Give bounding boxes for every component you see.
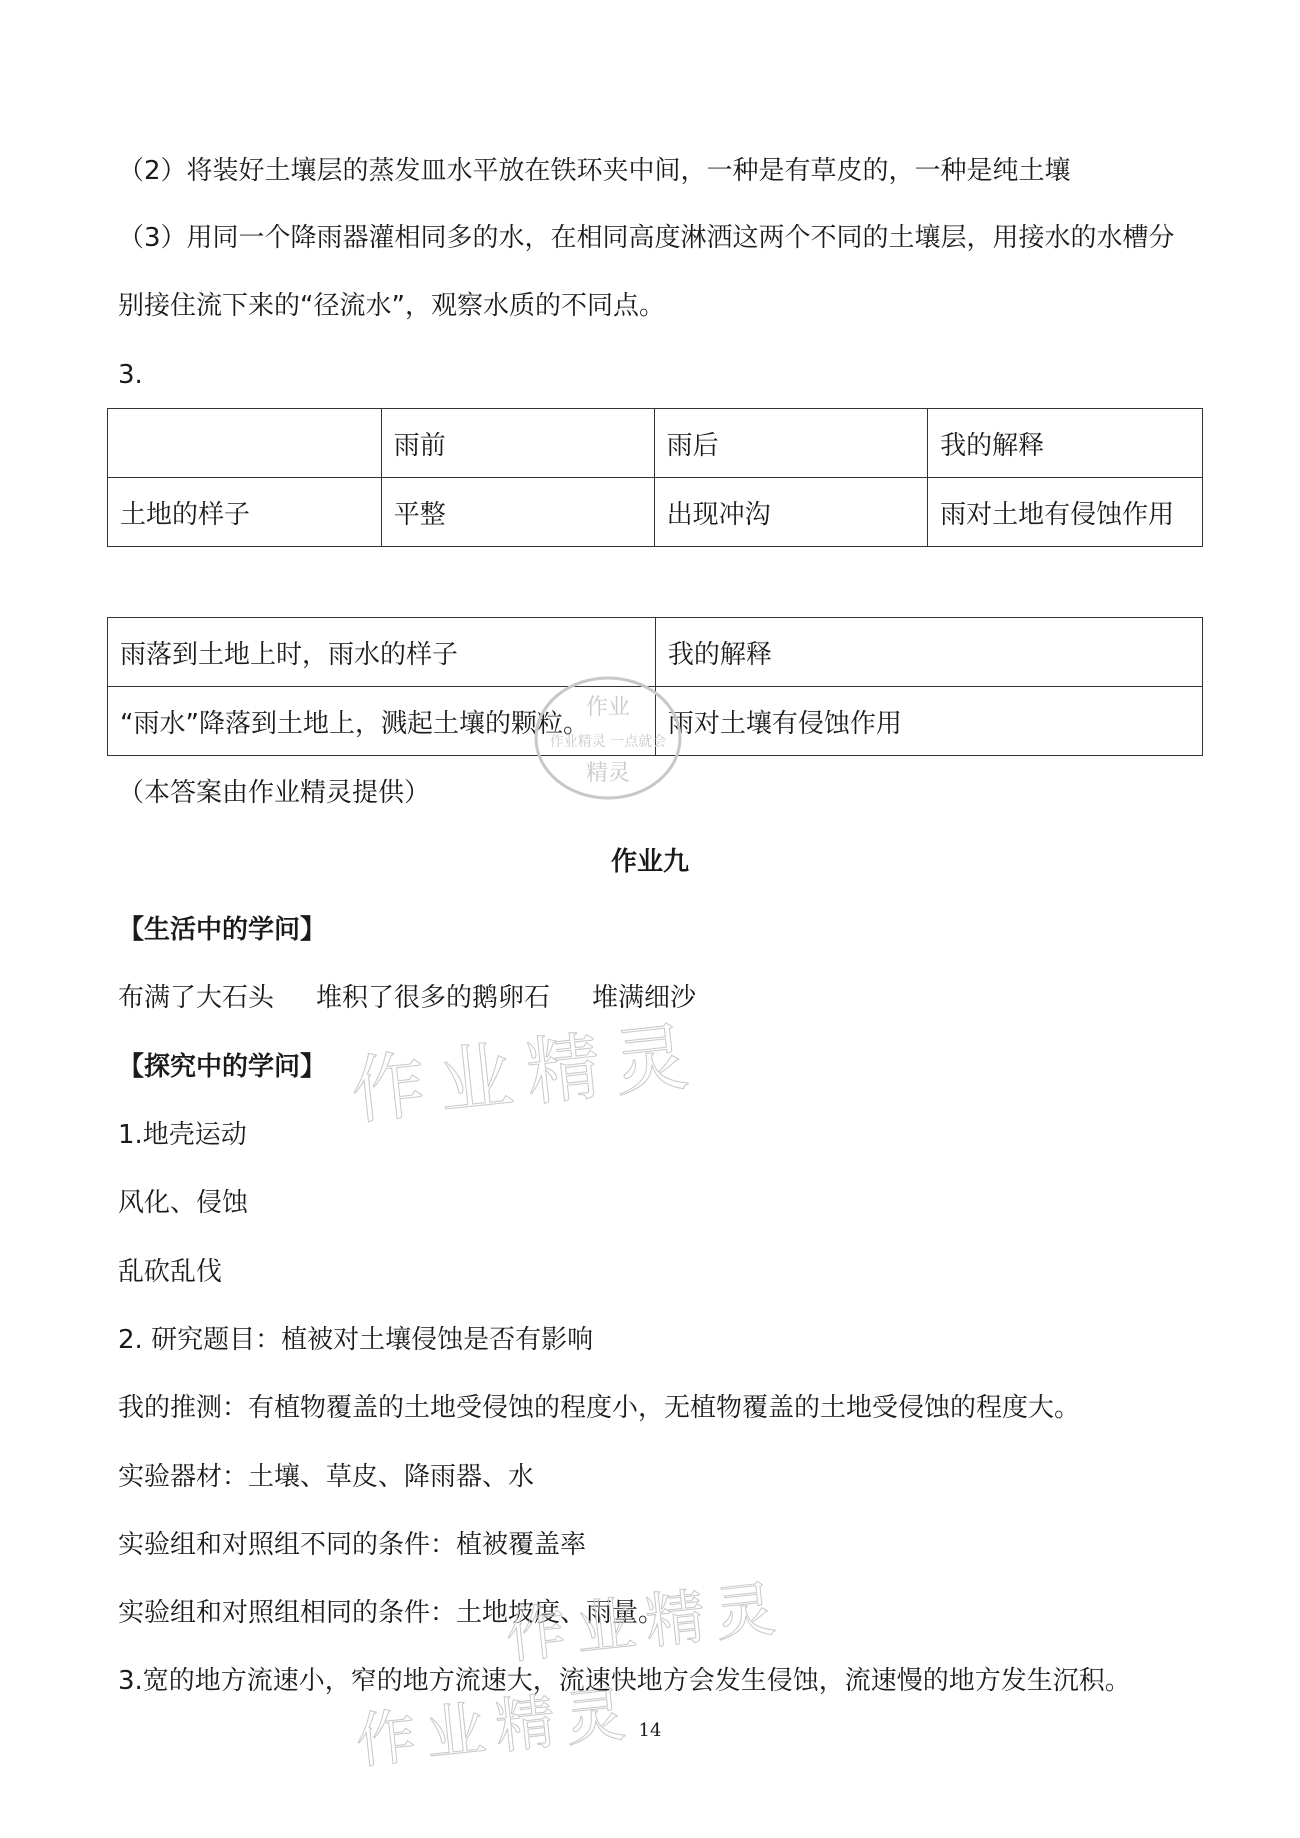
table-row xyxy=(108,687,1203,756)
q2-materials: 实验器材：土壤、草皮、降雨器、水 xyxy=(118,1462,535,1492)
table-row xyxy=(108,409,1203,478)
life-answer-b: 堆积了很多的鹅卵石 xyxy=(316,983,551,1013)
table-cell: 平整 xyxy=(381,478,654,547)
q1-answer-c: 乱砍乱伐 xyxy=(118,1257,223,1287)
table-cell: 雨对土壤有侵蚀作用 xyxy=(655,687,1202,756)
table-row xyxy=(108,618,1203,687)
life-heading: 【生活中的学问】 xyxy=(118,915,327,945)
q1-answer-a: 1.地壳运动 xyxy=(118,1120,247,1150)
bottom-watermark-2: 作业精灵 xyxy=(352,1678,639,1778)
bottom-watermark-1: 作业精灵 xyxy=(502,1573,789,1673)
life-answer-a: 布满了大石头 xyxy=(118,983,275,1013)
table-cell: 雨落到土地上时，雨水的样子 xyxy=(108,618,656,687)
step-3-text-line1: （3）用同一个降雨器灌相同多的水，在相同高度淋洒这两个不同的土壤层，用接水的水槽分 xyxy=(118,223,1175,253)
table-cell: 土地的样子 xyxy=(108,478,382,547)
rain-effect-table xyxy=(107,408,1203,547)
q2-topic: 2. 研究题目：植被对土壤侵蚀是否有影响 xyxy=(118,1325,594,1355)
item-3-label: 3. xyxy=(118,360,143,390)
q3-answer: 3.宽的地方流速小，窄的地方流速大，流速快地方会发生侵蚀，流速慢的地方发生沉积。 xyxy=(118,1666,1131,1696)
large-watermark: 作业精灵 xyxy=(347,1012,707,1136)
table-cell xyxy=(108,409,382,478)
seal-middle-text: 作业精灵 一点就会 xyxy=(549,734,667,750)
table-cell: “雨水”降落到土地上，溅起土壤的颗粒。 xyxy=(108,687,656,756)
q2-same-conditions: 实验组和对照组相同的条件：土地坡度、雨量。 xyxy=(118,1598,665,1628)
table-cell: 雨对土地有侵蚀作用 xyxy=(928,478,1203,547)
step-3-text-line2: 别接住流下来的“径流水”，观察水质的不同点。 xyxy=(118,291,665,321)
table-row xyxy=(108,478,1203,547)
answer-credit: （本答案由作业精灵提供） xyxy=(118,778,431,808)
explore-heading: 【探究中的学问】 xyxy=(118,1052,327,1082)
q1-answer-b: 风化、侵蚀 xyxy=(118,1188,249,1218)
table-cell: 我的解释 xyxy=(928,409,1203,478)
q2-different-conditions: 实验组和对照组不同的条件：植被覆盖率 xyxy=(118,1530,587,1560)
page-number: 14 xyxy=(638,1720,662,1741)
raindrop-table xyxy=(107,617,1203,756)
seal-top-text: 作业 xyxy=(585,695,631,720)
seal-bottom-text: 精灵 xyxy=(585,761,631,786)
life-answers xyxy=(118,981,696,1015)
table-cell: 雨前 xyxy=(381,409,654,478)
step-2-text: （2）将装好土壤层的蒸发皿水平放在铁环夹中间，一种是有草皮的，一种是纯土壤 xyxy=(118,156,1071,186)
q2-guess: 我的推测：有植物覆盖的土地受侵蚀的程度小，无植物覆盖的土地受侵蚀的程度大。 xyxy=(118,1393,1081,1423)
table-cell: 出现冲沟 xyxy=(654,478,927,547)
table-cell: 雨后 xyxy=(654,409,927,478)
life-answer-c: 堆满细沙 xyxy=(592,983,697,1013)
section-title: 作业九 xyxy=(610,847,689,877)
table-cell: 我的解释 xyxy=(655,618,1202,687)
